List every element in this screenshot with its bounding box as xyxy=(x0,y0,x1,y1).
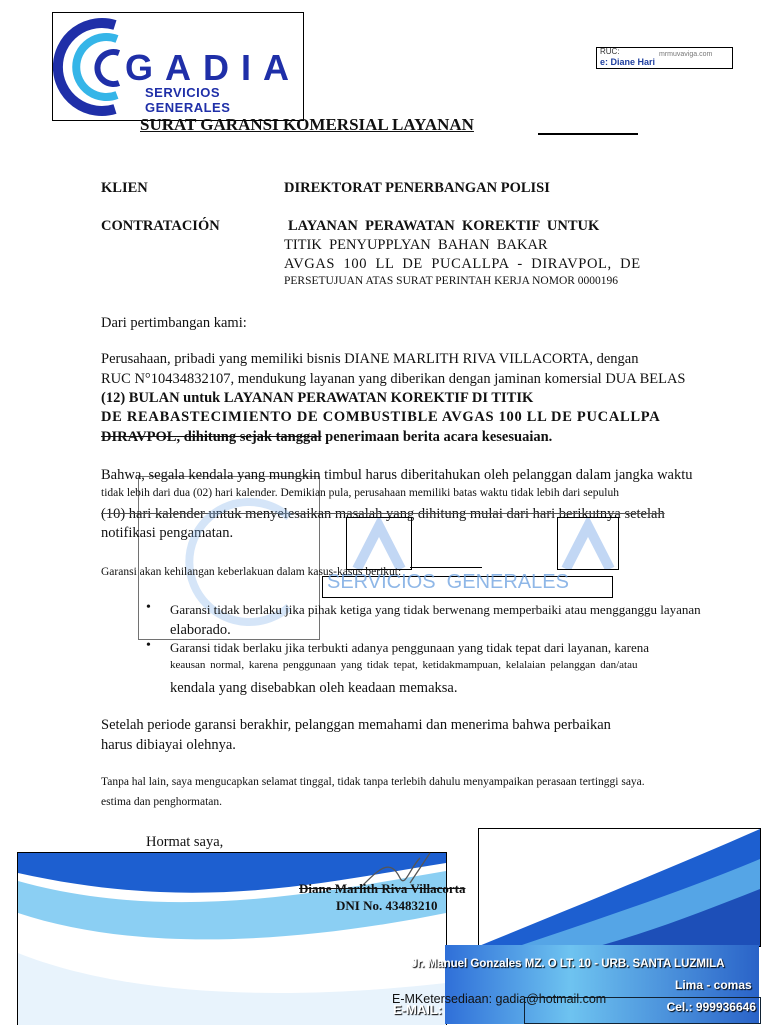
para1-line2: RUC N°10434832107, mendukung layanan yang diberikan dengan jaminan komersial DUA BELAS xyxy=(101,371,686,387)
watermark-line xyxy=(410,567,482,568)
signature-name: Diane Marlith Riva Villacorta xyxy=(299,881,466,896)
para2-line1: Bahwa, segala kendala yang mungkin timbul harus diberitahukan oleh pelanggan dalam jangka waktu xyxy=(101,467,693,483)
ruc-stamp-faint: mrmuvaviga.com xyxy=(659,51,713,58)
regards: Hormat saya, xyxy=(146,834,224,850)
watermark-text: SERVICIOS GENERALES xyxy=(327,571,569,593)
closing-line1: Tanpa hal lain, saya mengucapkan selamat tinggal, tidak tanpa terlebih dahulu menyampaikan perasaan tertinggi saya. xyxy=(101,776,645,788)
para1-line3: (12) BULAN untuk LAYANAN PERAWATAN KOREKTIF DI TITIK xyxy=(101,390,534,406)
bullet-2-line3: kendala yang disebabkan oleh keadaan memaksa. xyxy=(170,680,458,696)
para1-line4: DE REABASTECIMIENTO DE COMBUSTIBLE AVGAS 100 LL DE PUCALLPA xyxy=(101,409,661,425)
contract-line4: PERSETUJUAN ATAS SURAT PERINTAH KERJA NOMOR 0000196 xyxy=(284,275,619,287)
footer-address: Jr. Manuel Gonzales MZ. O LT. 10 - URB. SANTA LUZMILA xyxy=(411,958,725,970)
client-label: KLIEN xyxy=(101,180,148,196)
signature-dni: DNI No. 43483210 xyxy=(336,898,438,913)
contract-line1: LAYANAN PERAWATAN KOREKTIF UNTUK xyxy=(288,218,600,234)
watermark-a-icon-2 xyxy=(558,518,618,569)
ruc-stamp-line1: RUC: xyxy=(600,47,620,56)
conditions-intro: Garansi akan kehilangan keberlakuan dalam kasus-kasus berikut: xyxy=(101,566,402,578)
para2-line3: (10) hari kalender untuk menyelesaikan masalah yang dihitung mulai dari hari berikutnya setelah xyxy=(101,506,665,522)
contract-line2: TITIK PENYUPPLYAN BAHAN BAKAR xyxy=(284,237,548,253)
para1-line5-struck: DIRAVPOL, dihitung sejak tanggal xyxy=(101,429,322,445)
closing-line2: estima dan penghormatan. xyxy=(101,796,223,808)
contract-label: CONTRATACIÓN xyxy=(101,218,220,234)
title-underline-extension xyxy=(538,133,638,135)
para2-line2: tidak lebih dari dua (02) hari kalender. Demikian pula, perusahaan memiliki batas waktu tidak lebih dari sepuluh xyxy=(101,487,619,499)
para2-line4: notifikasi pengamatan. xyxy=(101,525,234,541)
ruc-stamp xyxy=(596,47,733,69)
watermark-box-a1 xyxy=(346,517,412,570)
logo-box xyxy=(52,12,304,121)
client-value: DIREKTORAT PENERBANGAN POLISI xyxy=(284,180,550,196)
para1-line5 xyxy=(101,427,552,447)
bullet-dot-2: • xyxy=(146,638,151,653)
bullet-2-line1: Garansi tidak berlaku jika terbukti adanya penggunaan yang tidak tepat dari layanan, karena xyxy=(170,640,650,655)
logo-brand: GADIA xyxy=(125,47,301,88)
para3-line2: harus dibiayai olehnya. xyxy=(101,737,236,753)
document-title: SURAT GARANSI KOMERSIAL LAYANAN xyxy=(140,115,474,134)
watermark-a-icon xyxy=(347,518,411,569)
bullet-dot-1: • xyxy=(146,600,151,615)
para1-line5-rest: penerimaan berita acara kesesuaian. xyxy=(321,429,553,445)
para3-line1: Setelah periode garansi berakhir, pelanggan memahami dan menerima bahwa perbaikan xyxy=(101,717,611,733)
bullet-1-line2: elaborado. xyxy=(170,622,231,638)
logo-subtitle: SERVICIOS GENERALES xyxy=(145,85,231,115)
footer-email-overlay: E-MKetersediaan: gadia@hotmail.com xyxy=(392,992,607,1006)
footer-phone: Cel.: 999936646 xyxy=(666,1000,756,1014)
watermark-box-a2 xyxy=(557,517,619,570)
bullet-1-line1: Garansi tidak berlaku jika pihak ketiga yang tidak berwenang memperbaiki atau mengganggu layanan xyxy=(170,602,701,617)
footer-wave-right-icon xyxy=(479,829,760,946)
footer-email-label: E-MAIL: xyxy=(393,1002,443,1017)
footer-city: Lima - comas xyxy=(675,978,752,992)
contract-line3: AVGAS 100 LL DE PUCALLPA - DIRAVPOL, DE xyxy=(284,256,641,272)
greeting: Dari pertimbangan kami: xyxy=(101,315,247,331)
ruc-stamp-line2: e: Diane Hari xyxy=(600,57,656,67)
bullet-2-line2: keausan normal, karena penggunaan yang tidak tepat, ketidakmampuan, kelalaian pelanggan dan/atau xyxy=(170,659,638,671)
footer-wave-box-right xyxy=(478,828,761,947)
para1-line1: Perusahaan, pribadi yang memiliki bisnis DIANE MARLITH RIVA VILLACORTA, dengan xyxy=(101,351,639,367)
